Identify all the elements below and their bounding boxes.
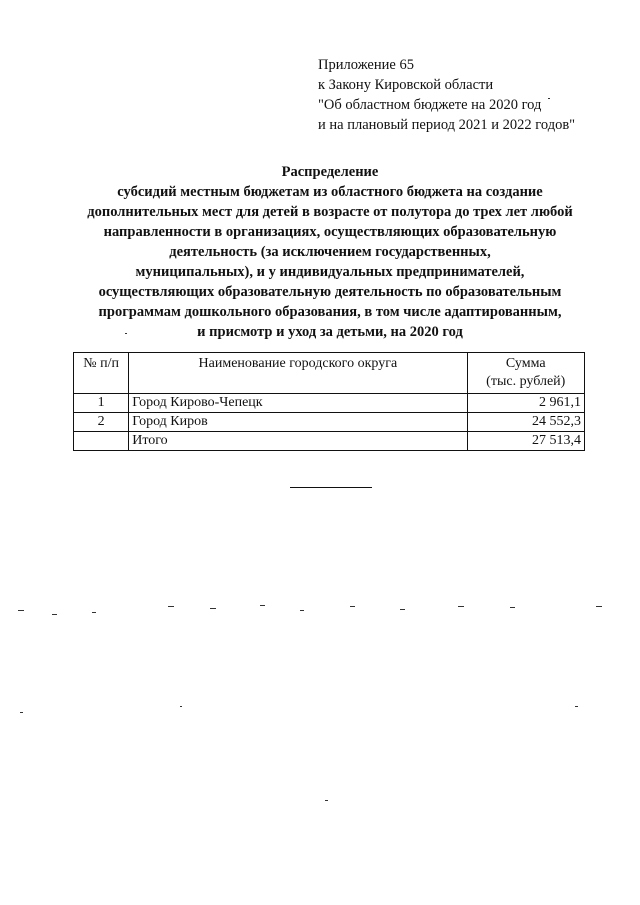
row-sum: 2 961,1 (467, 394, 584, 413)
scan-speck (260, 605, 265, 606)
scan-speck (210, 608, 216, 609)
scan-speck (92, 612, 96, 613)
annex-line: Приложение 65 (318, 57, 414, 73)
scan-speck (180, 706, 182, 707)
heading-line: программам дошкольного образования, в том числе адаптированным, (98, 304, 562, 320)
scan-speck (350, 606, 355, 607)
scan-speck (458, 606, 464, 607)
scan-speck (125, 333, 127, 334)
scan-speck (596, 606, 602, 607)
document-title: Распределение (281, 164, 379, 180)
distribution-table (73, 352, 585, 451)
heading-line: муниципальных), и у индивидуальных предпринимателей, (135, 264, 525, 280)
header-district-name: Наименование городского округа (129, 353, 467, 394)
annex-line: к Закону Кировской области (318, 77, 494, 93)
header-sum-label: Сумма (505, 356, 546, 371)
heading-line: дополнительных мест для детей в возрасте от полутора до трех лет любой (87, 204, 573, 220)
row-district-name: Город Кирово-Чепецк (129, 394, 467, 413)
scan-speck (168, 606, 174, 607)
header-sum-unit: (тыс. рублей) (486, 374, 566, 389)
total-sum: 27 513,4 (467, 432, 584, 451)
closing-rule (290, 487, 372, 488)
row-district-name: Город Киров (129, 413, 467, 432)
scan-speck (548, 98, 550, 99)
table-row (74, 413, 585, 432)
table-total-row (74, 432, 585, 451)
heading-line: направленности в организациях, осуществляющих образовательную (103, 224, 557, 240)
total-number (74, 432, 129, 451)
heading-line: осуществляющих образовательную деятельность по образовательным (98, 284, 562, 300)
scan-speck (20, 712, 23, 713)
scan-speck (18, 610, 24, 611)
table-header-row (74, 353, 585, 394)
annex-line: "Об областном бюджете на 2020 год (318, 97, 542, 113)
heading-line: субсидий местным бюджетам из областного бюджета на создание (117, 184, 543, 200)
scan-speck (52, 614, 57, 615)
scan-speck (300, 610, 304, 611)
scan-speck (510, 607, 515, 608)
header-number: № п/п (74, 353, 129, 394)
heading-line: деятельность (за исключением государственных, (169, 244, 491, 260)
scan-speck (575, 706, 578, 707)
heading-line: и присмотр и уход за детьми, на 2020 год (197, 324, 463, 340)
table-row (74, 394, 585, 413)
total-label: Итого (129, 432, 467, 451)
annex-line: и на плановый период 2021 и 2022 годов" (318, 117, 576, 133)
row-sum: 24 552,3 (467, 413, 584, 432)
header-sum (467, 353, 584, 394)
annex-reference (318, 55, 575, 135)
scan-speck (325, 800, 328, 801)
document-heading (60, 162, 600, 342)
row-number: 1 (74, 394, 129, 413)
row-number: 2 (74, 413, 129, 432)
scan-speck (400, 609, 405, 610)
